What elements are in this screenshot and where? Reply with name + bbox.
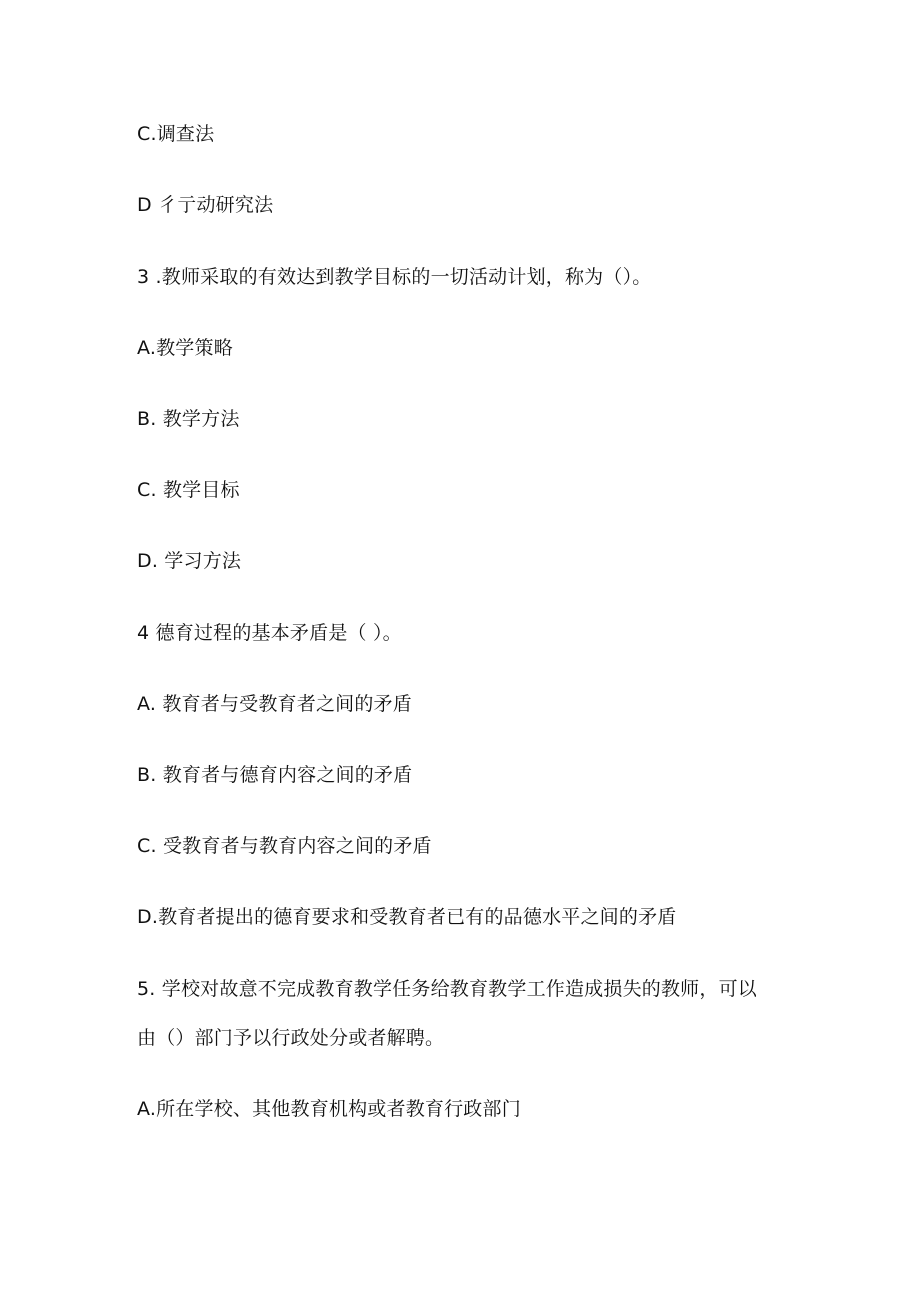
q5-option-a: A.所在学校、其他教育机构或者教育行政部门 (137, 1098, 521, 1120)
q4-option-a: A. 教育者与受教育者之间的矛盾 (137, 693, 412, 715)
option-c-survey-method: C.调查法 (137, 123, 215, 145)
question-4: 4 德育过程的基本矛盾是（ ）。 (137, 622, 402, 644)
question-5-line-2: 由（）部门予以行政处分或者解聘。 (137, 1027, 445, 1049)
q4-option-b: B. 教育者与德育内容之间的矛盾 (137, 764, 413, 786)
question-5-line-1: 5. 学校对故意不完成教育教学任务给教育教学工作造成损失的教师，可以 (137, 978, 757, 1000)
q3-option-c: C. 教学目标 (137, 479, 240, 501)
question-3: 3 .教师采取的有效达到教学目标的一切活动计划，称为（）。 (137, 266, 652, 288)
q3-option-a: A.教学策略 (137, 337, 233, 359)
q3-option-d: D. 学习方法 (137, 550, 242, 572)
q4-option-d: D.教育者提出的德育要求和受教育者已有的品德水平之间的矛盾 (137, 906, 677, 928)
option-d-action-research: D 彳亍动研究法 (137, 194, 274, 216)
q3-option-b: B. 教学方法 (137, 408, 240, 430)
q4-option-c: C. 受教育者与教育内容之间的矛盾 (137, 835, 432, 857)
